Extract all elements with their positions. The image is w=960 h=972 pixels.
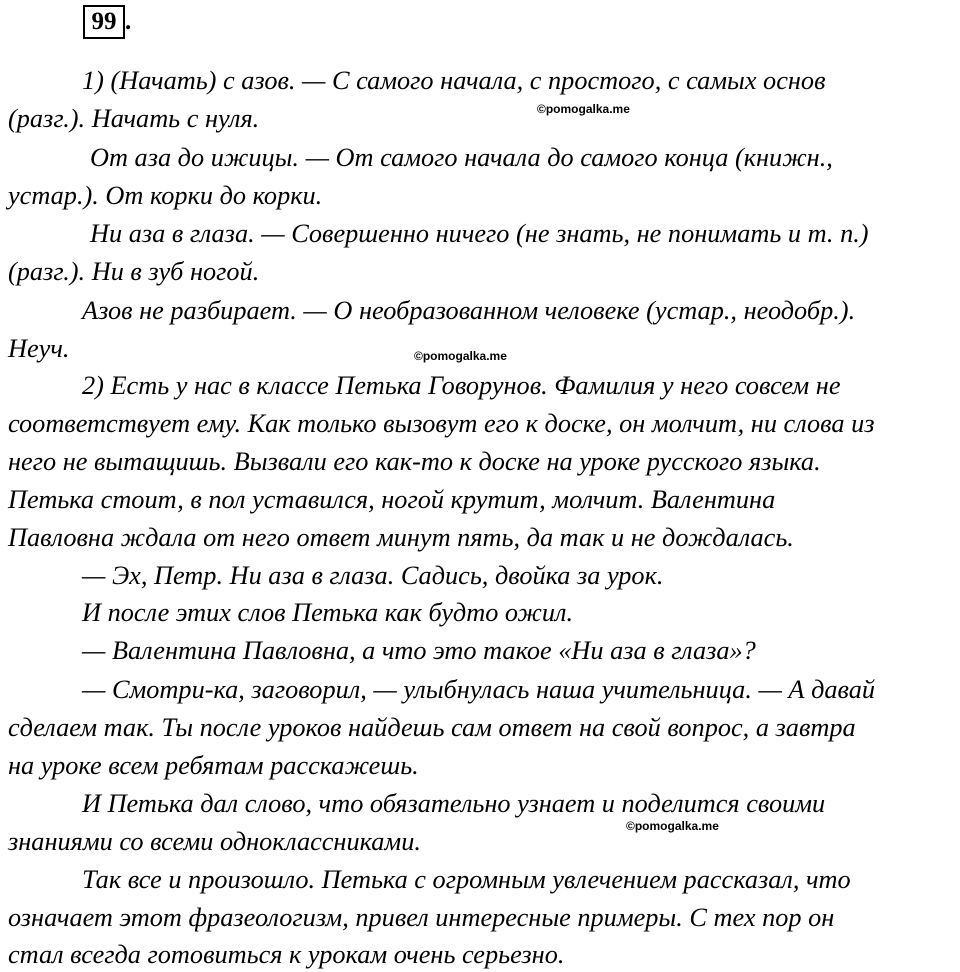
text-line: сделаем так. Ты после уроков найдешь сам ответ на свой вопрос, а завтра	[8, 713, 856, 742]
text-line: Петька стоит, в пол уставился, ногой крутит, молчит. Валентина	[8, 485, 776, 514]
text-line: устар.). От корки до корки.	[8, 181, 323, 210]
text-line: Неуч.	[8, 334, 70, 363]
text-line: стал всегда готовиться к урокам очень серьезно.	[8, 940, 565, 969]
text-line: — Смотри-ка, заговорил, — улыбнулась наша учительница. — А давай	[82, 675, 876, 704]
text-line: означает этот фразеологизм, привел интересные примеры. С тех пор он	[8, 903, 835, 932]
text-line: 2) Есть у нас в классе Петька Говорунов. Фамилия у него совсем не	[82, 371, 841, 400]
text-line: 1) (Начать) с азов. — С самого начала, с простого, с самых основ	[82, 66, 826, 95]
text-line: И после этих слов Петька как будто ожил.	[82, 598, 574, 627]
text-line: Павловна ждала от него ответ минут пять, да так и не дождалась.	[8, 523, 794, 552]
exercise-number: 99	[83, 5, 125, 39]
text-line: соответствует ему. Как только вызовут его к доске, он молчит, ни слова из	[8, 409, 875, 438]
text-line: — Валентина Павловна, а что это такое «Ни аза в глаза»?	[82, 636, 756, 665]
watermark: ©pomogalka.me	[537, 102, 630, 116]
text-line: Ни аза в глаза. — Совершенно ничего (не знать, не понимать и т. п.)	[90, 219, 869, 248]
text-line: на уроке всем ребятам расскажешь.	[8, 751, 419, 780]
watermark: ©pomogalka.me	[626, 819, 719, 833]
text-line: знаниями со всеми одноклассниками.	[8, 827, 421, 856]
text-line: Азов не разбирает. — О необразованном человеке (устар., неодобр.).	[82, 296, 856, 325]
watermark: ©pomogalka.me	[414, 349, 507, 363]
text-line: него не вытащишь. Вызвали его как-то к доске на уроке русского языка.	[8, 447, 821, 476]
text-line: И Петька дал слово, что обязательно узнает и поделится своими	[82, 789, 826, 818]
exercise-number-dot: .	[125, 8, 132, 35]
text-line: (разг.). Начать с нуля.	[8, 104, 260, 133]
text-line: От аза до ижицы. — От самого начала до самого конца (книжн.,	[90, 143, 833, 172]
text-line: — Эх, Петр. Ни аза в глаза. Садись, двойка за урок.	[82, 561, 664, 590]
text-line: (разг.). Ни в зуб ногой.	[8, 257, 260, 286]
text-line: Так все и произошло. Петька с огромным увлечением рассказал, что	[82, 865, 851, 894]
